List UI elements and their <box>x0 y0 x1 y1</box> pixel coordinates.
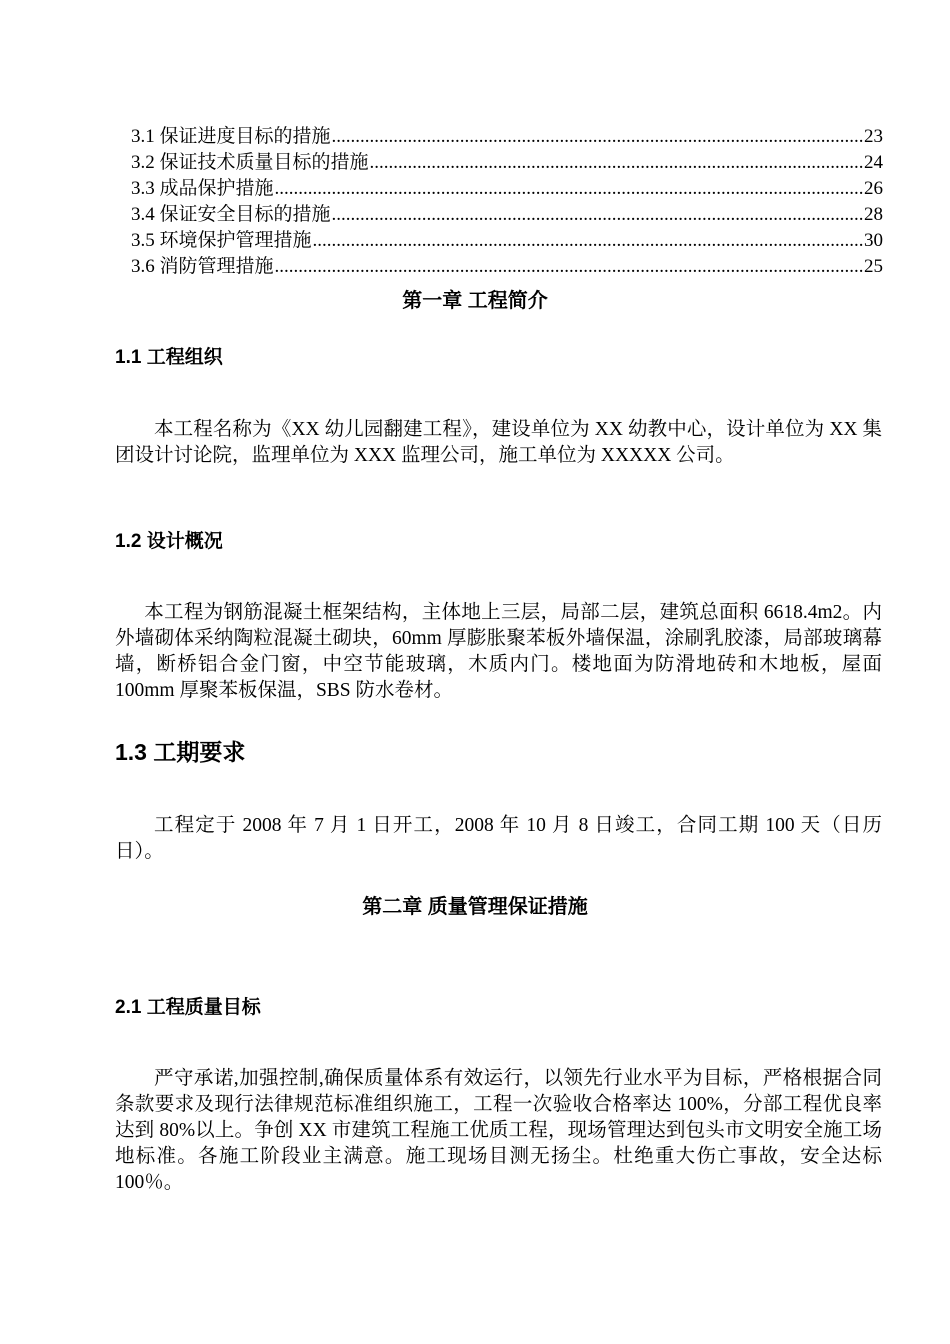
toc-entry-page: 28 <box>864 204 883 225</box>
toc-entry-page: 25 <box>864 256 883 277</box>
toc-entry[interactable] <box>131 176 883 202</box>
toc-leader-dots <box>332 202 863 228</box>
toc-entry-page: 24 <box>864 152 883 173</box>
section-2-1-paragraph: 严守承诺,加强控制,确保质量体系有效运行，以领先行业水平为目标，严格根据合同条款要求及现行法律规范标准组织施工，工程一次验收合格率达 100%，分部工程优良率达到 80%以上。争创 XX 市建筑工程施工优质工程，现场管理达到包头市文明安全施工场地标准。各施工阶段业主满意。施工现场目测无扬尘。杜绝重大伤亡事故，安全达标 100％。 <box>115 1068 882 1193</box>
toc-entry-label: 3.6 消防管理措施 <box>131 256 274 277</box>
section-1-2-heading: 1.2 设计概况 <box>115 531 223 552</box>
toc-entry-page: 23 <box>864 126 883 147</box>
toc-entry[interactable] <box>131 202 883 228</box>
toc-entry-label: 3.5 环境保护管理措施 <box>131 230 312 251</box>
toc-leader-dots <box>275 254 863 280</box>
toc-leader-dots <box>275 176 863 202</box>
toc-entry[interactable] <box>131 150 883 176</box>
table-of-contents <box>131 124 883 280</box>
toc-leader-dots <box>370 150 863 176</box>
toc-leader-dots <box>332 124 863 150</box>
toc-entry-label: 3.3 成品保护措施 <box>131 178 274 199</box>
toc-entry[interactable] <box>131 124 883 150</box>
toc-entry-label: 3.4 保证安全目标的措施 <box>131 204 331 225</box>
chapter-2-title: 第二章 质量管理保证措施 <box>362 896 588 918</box>
section-1-2-paragraph: 本工程为钢筋混凝土框架结构，主体地上三层，局部二层，建筑总面积 6618.4m2。内外墙砌体采纳陶粒混凝土砌块，60mm 厚膨胀聚苯板外墙保温，涂刷乳胶漆，局部玻璃幕墙，断桥铝合金门窗，中空节能玻璃，木质内门。楼地面为防滑地砖和木地板，屋面 100mm 厚聚苯板保温，SBS 防水卷材。 <box>115 602 882 701</box>
section-1-3-paragraph: 工程定于 2008 年 7 月 1 日开工，2008 年 10 月 8 日竣工，合同工期 100 天（日历日）。 <box>115 815 882 862</box>
toc-entry[interactable] <box>131 228 883 254</box>
section-2-1-heading: 2.1 工程质量目标 <box>115 997 261 1018</box>
toc-entry-label: 3.1 保证进度目标的措施 <box>131 126 331 147</box>
section-1-3-heading: 1.3 工期要求 <box>115 739 246 765</box>
section-1-1-paragraph: 本工程名称为《XX 幼儿园翻建工程》，建设单位为 XX 幼教中心，设计单位为 XX 集团设计讨论院，监理单位为 XXX 监理公司，施工单位为 XXXXX 公司。 <box>115 419 882 466</box>
toc-entry-label: 3.2 保证技术质量目标的措施 <box>131 152 369 173</box>
toc-leader-dots <box>313 228 863 254</box>
chapter-1-title: 第一章 工程简介 <box>402 290 548 312</box>
section-1-1-heading: 1.1 工程组织 <box>115 347 223 368</box>
toc-entry-page: 26 <box>864 178 883 199</box>
toc-entry-page: 30 <box>864 230 883 251</box>
toc-entry[interactable] <box>131 254 883 280</box>
